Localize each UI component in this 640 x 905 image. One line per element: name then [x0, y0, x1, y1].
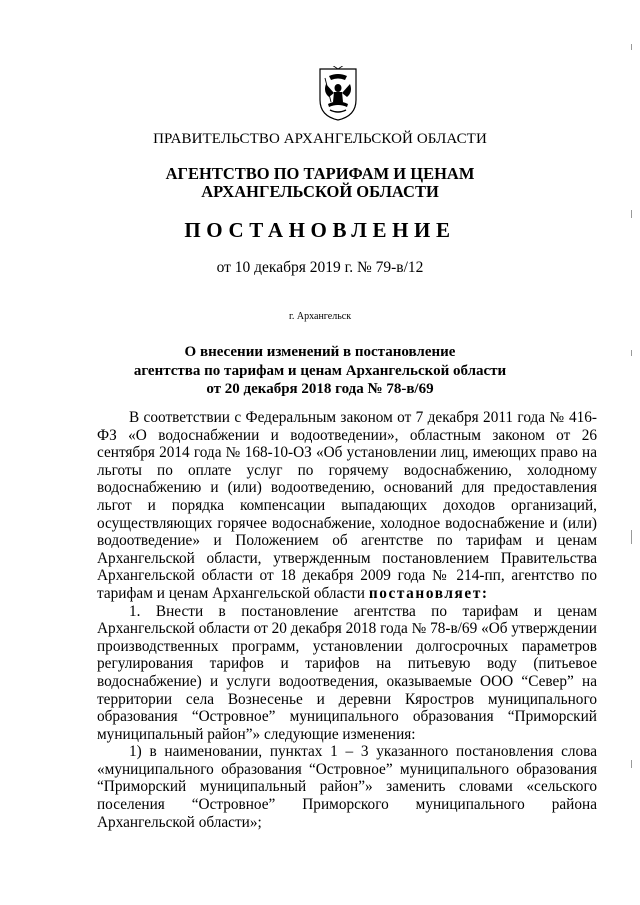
- scan-artifact-mark: [631, 530, 632, 544]
- agency-name: [0, 165, 640, 201]
- scan-artifact-mark: [631, 760, 632, 768]
- subject-heading: [0, 343, 640, 399]
- subject-line2: агентства по тарифам и ценам Архангельской области: [133, 362, 507, 379]
- city-name: г. Архангельск: [288, 311, 352, 322]
- subject-line3: от 20 декабря 2018 года № 78-в/69: [206, 381, 434, 397]
- preamble-paragraph: [97, 409, 597, 603]
- scan-artifact-mark: [631, 44, 632, 50]
- item-1-paragraph: 1. Внести в постановление агентства по тарифам и ценам Архангельской области от 20 декабря 2018 года № 78-в/69 «Об утверждении производственных программ, установлении долгосрочных параметров регулирования тарифов и тарифов на питьевую воду (питьевое водоснабжение) и услуги водоотведения, оказываемые ООО “Север” на территории села Вознесенье и деревни Кяростров муниципального образования “Островное” муниципального образования “Приморский муниципальный район”» следующие изменения:: [97, 602, 597, 743]
- document-body: [97, 409, 597, 831]
- agency-name-line1: АГЕНТСТВО ПО ТАРИФАМ И ЦЕНАМ: [165, 164, 475, 183]
- preamble-text: В соответствии с Федеральным законом от 7 декабря 2011 года № 416-ФЗ «О водоснабжении и водоотведении», областным законом от 26 сентября 2014 года № 168-10-ОЗ «Об установлении лиц, имеющих право на льготы по оплате услуг по горячему водоснабжению, холодному водоснабжению и (или) водоотведению, оснований для предоставления льгот и порядка компенсации выпадающих доходов организаций, осуществляющих горячее водоснабжение, холодное водоснабжение и (или) водоотведение» и Положением об агентстве по тарифам и ценам Архангельской области, утвержденным постановлением Правительства Архангельской области от 18 декабря 2009 года № 214-пп, агентство по тарифам и ценам Архангельской области: [97, 409, 597, 602]
- date-and-number: от 10 декабря 2019 г. № 79-в/12: [216, 259, 424, 276]
- scan-artifact-mark: [631, 210, 632, 218]
- agency-name-line2: АРХАНГЕЛЬСКОЙ ОБЛАСТИ: [201, 182, 439, 201]
- coat-of-arms-emblem: [317, 66, 359, 122]
- scan-artifact-mark: [631, 350, 632, 356]
- subject-line1: О внесении изменений в постановление: [184, 344, 456, 360]
- decides-keyword: постановляет:: [368, 584, 489, 602]
- document-type-title: ПОСТАНОВЛЕНИЕ: [184, 218, 456, 242]
- item-1-1-paragraph: 1) в наименовании, пунктах 1 – 3 указанного постановления слова «муниципального образования “Островное” муниципального образования “Приморский муниципальный район”» заменить словами «сельского поселения “Островное” Приморского муниципального района Архангельской области»;: [97, 743, 597, 831]
- government-name: ПРАВИТЕЛЬСТВО АРХАНГЕЛЬСКОЙ ОБЛАСТИ: [153, 131, 487, 147]
